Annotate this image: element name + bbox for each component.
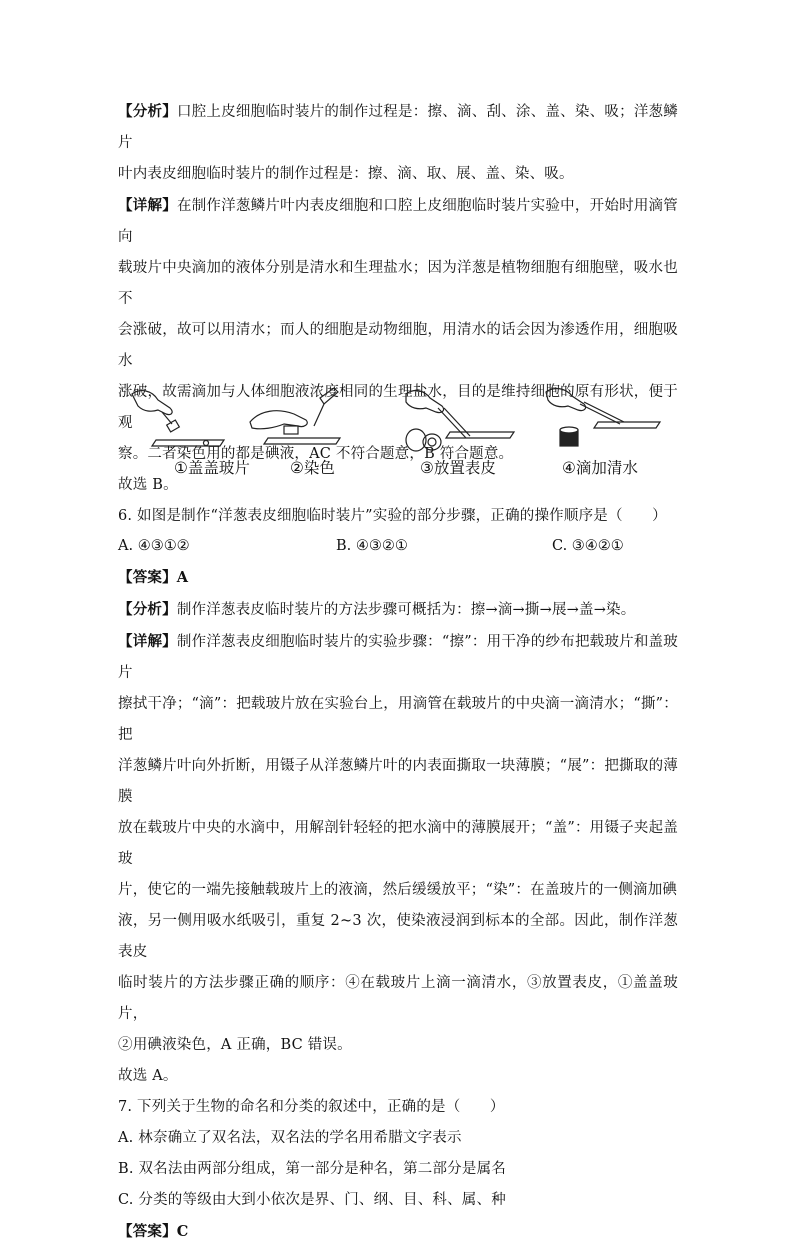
experiment-steps-figure [118, 386, 678, 516]
detail-line: 涨破，故需滴加与人体细胞液浓度相同的生理盐水，目的是维持细胞的原有形状，便于观 [118, 384, 678, 431]
option-c: C. ③④②① [552, 538, 624, 554]
conclusion: 故选 A。 [118, 1068, 178, 1084]
analysis-tag: 【分析】 [118, 103, 177, 120]
step3-illustration [406, 391, 514, 451]
detail-line: 洋葱鳞片叶向外折断，用镊子从洋葱鳞片叶的内表面撕取一块薄膜；“展”：把撕取的薄膜 [118, 758, 678, 805]
answer-line [118, 562, 678, 594]
caption-step-1: ①盖盖玻片 [174, 459, 250, 477]
detail-line: 察。二者染色用的都是碘液，AC 不符合题意，B 符合题意。 [118, 446, 514, 462]
detail-line: ②用碘液染色，A 正确，BC 错误。 [118, 1037, 352, 1053]
caption-step-4: ④滴加清水 [562, 459, 638, 477]
detail-line: 放在载玻片中央的水滴中，用解剖针轻轻的把水滴中的薄膜展开；“盖”：用镊子夹起盖玻 [118, 820, 678, 867]
caption-step-3: ③放置表皮 [420, 459, 496, 477]
detail-line: 在制作洋葱鳞片叶内表皮细胞和口腔上皮细胞临时装片实验中，开始时用滴管向 [118, 198, 678, 245]
detail-tag: 【详解】 [118, 633, 177, 650]
step1-illustration [132, 391, 224, 446]
option-b: B. ④③②① [336, 538, 408, 554]
option-c: C. 分类的等级由大到小依次是界、门、纲、目、科、属、种 [118, 1192, 506, 1208]
analysis-text: 制作洋葱表皮临时装片的方法步骤可概括为：擦→滴→撕→展→盖→染。 [176, 602, 636, 618]
question-7-stem: 7. 下列关于生物的命名和分类的叙述中，正确的是（ ） [118, 1099, 505, 1115]
answer-text: 【答案】C [118, 1223, 189, 1240]
detail-tag: 【详解】 [118, 197, 177, 214]
caption-step-2: ②染色 [290, 459, 335, 477]
analysis-line: 口腔上皮细胞临时装片的制作过程是：擦、滴、刮、涂、盖、染、吸；洋葱鳞片 [118, 104, 678, 151]
option-a: A. 林奈确立了双名法，双名法的学名用希腊文字表示 [118, 1130, 462, 1146]
step2-illustration [250, 388, 340, 444]
detail-line: 擦拭干净；“滴”：把载玻片放在实验台上，用滴管在载玻片的中央滴一滴清水；“撕”：把 [118, 696, 678, 743]
detail-line: 载玻片中央滴加的液体分别是清水和生理盐水；因为洋葱是植物细胞有细胞壁，吸水也不 [118, 260, 678, 307]
experiment-illustration [118, 386, 678, 454]
answer-text: 【答案】A [118, 569, 189, 586]
option-a: A. ④③①② [118, 538, 190, 554]
question-6-answer-block [118, 531, 678, 1248]
detail-paragraph [118, 626, 678, 1061]
question-6-stem: 6. 如图是制作“洋葱表皮细胞临时装片”实验的部分步骤，正确的操作顺序是（ ） [118, 508, 667, 524]
question-6-figure-block [118, 384, 678, 516]
options-row [118, 531, 678, 562]
analysis-paragraph [118, 594, 678, 626]
answer-line [118, 1216, 678, 1248]
detail-line: 液，另一侧用吸水纸吸引，重复 2~3 次，使染液浸润到标本的全部。因此，制作洋葱表皮 [118, 913, 678, 960]
conclusion: 故选 B。 [118, 477, 178, 493]
analysis-line: 叶内表皮细胞临时装片的制作过程是：擦、滴、取、展、盖、染、吸。 [118, 166, 574, 182]
detail-line: 临时装片的方法步骤正确的顺序：④在载玻片上滴一滴清水，③放置表皮，①盖盖玻片， [118, 975, 678, 1022]
detail-line: 会涨破，故可以用清水；而人的细胞是动物细胞，用清水的话会因为渗透作用，细胞吸水 [118, 322, 678, 369]
analysis-paragraph [118, 96, 678, 190]
option-b: B. 双名法由两部分组成，第一部分是种名，第二部分是属名 [118, 1161, 506, 1177]
analysis-tag: 【分析】 [118, 601, 177, 618]
detail-line: 片，使它的一端先接触载玻片上的液滴，然后缓缓放平；“染”：在盖玻片的一侧滴加碘 [118, 882, 678, 898]
step4-illustration [546, 389, 660, 446]
detail-line: 制作洋葱表皮细胞临时装片的实验步骤：“擦”：用干净的纱布把载玻片和盖玻片 [118, 634, 678, 681]
